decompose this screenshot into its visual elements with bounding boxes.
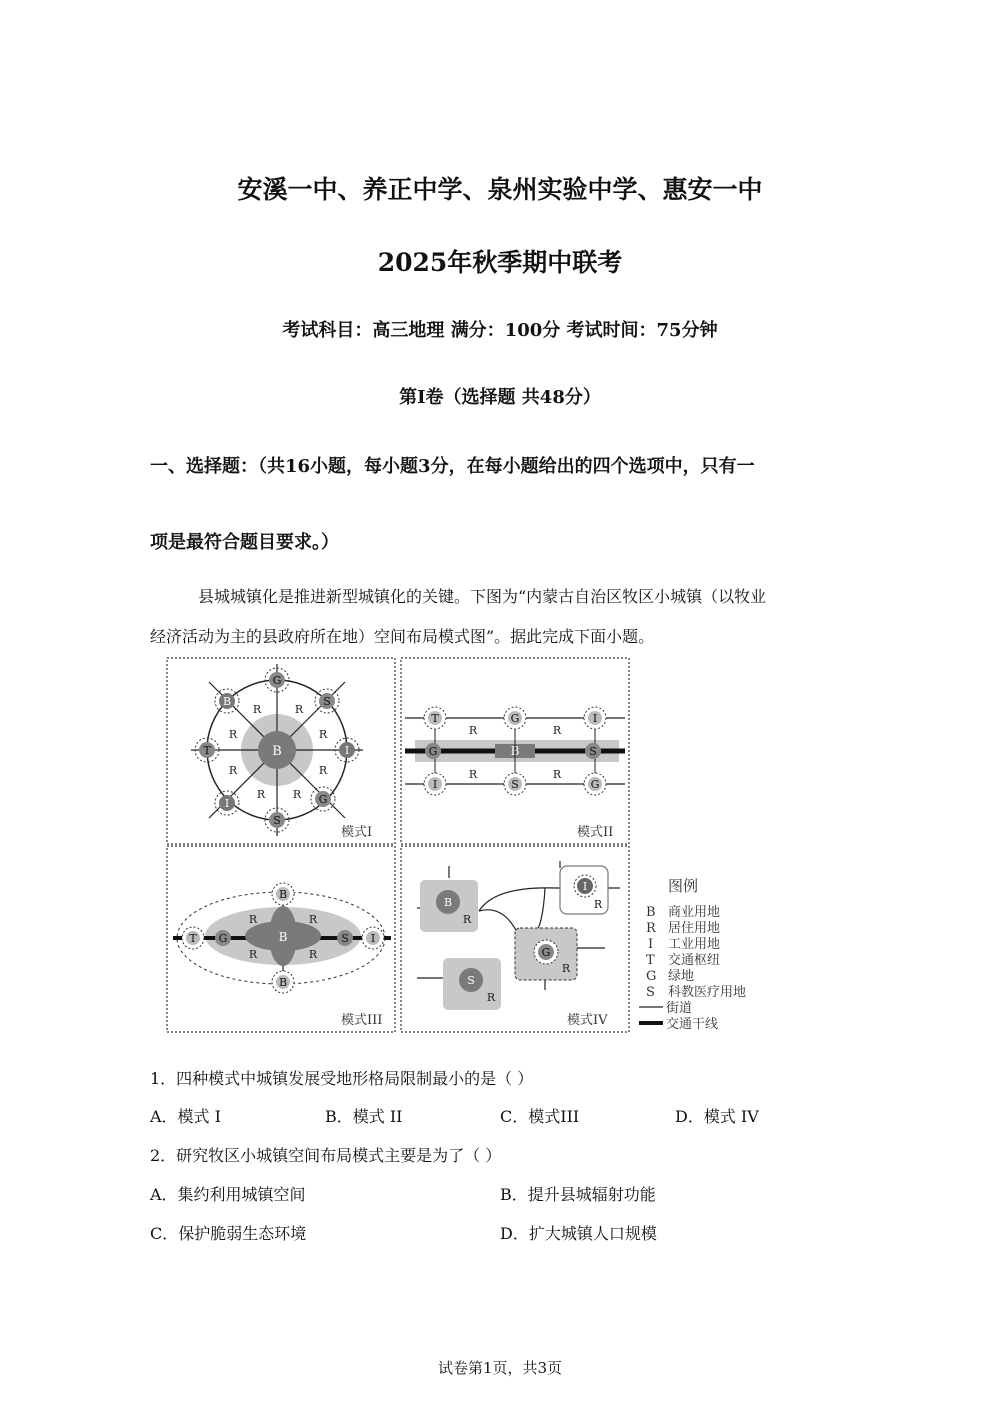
panel-label-1: 模式I	[341, 825, 373, 840]
svg-text:B: B	[278, 930, 288, 944]
mode-3-diagram	[173, 883, 391, 1028]
school-names: 安溪一中、养正中学、泉州实验中学、惠安一中	[237, 175, 763, 204]
svg-text:R: R	[318, 764, 328, 777]
svg-text:交通枢纽: 交通枢纽	[668, 953, 721, 968]
svg-text:S: S	[646, 985, 655, 1000]
question-1-stem: 1．四种模式中城镇发展受地形格局限制最小的是（ ）	[150, 1069, 534, 1088]
svg-text:R: R	[486, 991, 496, 1004]
svg-text:I: I	[224, 797, 230, 810]
svg-text:G: G	[218, 932, 228, 945]
passage-line2: 经济活动为主的县政府所在地）空间布局模式图”。据此完成下面小题。	[150, 627, 655, 646]
svg-text:I: I	[344, 744, 350, 757]
panel-label-3: 模式III	[341, 1013, 383, 1028]
question-2-stem: 2．研究牧区小城镇空间布局模式主要是为了（ ）	[150, 1146, 502, 1165]
svg-text:R: R	[561, 962, 571, 975]
svg-text:I: I	[592, 712, 598, 725]
svg-text:S: S	[467, 974, 475, 987]
svg-text:G: G	[646, 969, 657, 984]
svg-text:R: R	[552, 724, 562, 737]
svg-text:R: R	[248, 948, 258, 961]
svg-text:T: T	[646, 953, 655, 968]
svg-text:R: R	[462, 913, 472, 926]
svg-text:R: R	[552, 768, 562, 781]
question-1-option-b: B．模式 II	[325, 1107, 403, 1126]
svg-text:工业用地: 工业用地	[668, 937, 721, 952]
svg-text:R: R	[228, 764, 238, 777]
svg-text:R: R	[308, 913, 318, 926]
svg-text:B: B	[443, 896, 453, 909]
mode-2-diagram	[405, 707, 625, 840]
svg-text:I: I	[370, 932, 376, 945]
svg-text:B: B	[278, 888, 288, 901]
passage-line1: 县城城镇化是推进新型城镇化的关键。下图为“内蒙古自治区牧区小城镇（以牧业	[198, 587, 767, 606]
svg-text:G: G	[318, 793, 328, 806]
panel-label-2: 模式II	[577, 825, 614, 840]
svg-text:B: B	[272, 744, 282, 759]
legend-title: 图例	[668, 877, 699, 895]
svg-text:绿地: 绿地	[668, 969, 695, 984]
svg-text:G: G	[272, 674, 282, 687]
mode-1-diagram	[191, 664, 372, 840]
svg-text:R: R	[593, 898, 603, 911]
exam-title: 2025年秋季期中联考	[377, 248, 623, 277]
svg-text:B: B	[510, 744, 520, 758]
legend	[639, 877, 746, 1032]
svg-text:G: G	[510, 712, 520, 725]
svg-text:S: S	[589, 745, 597, 758]
svg-text:街道: 街道	[666, 1001, 693, 1016]
svg-text:S: S	[341, 932, 349, 945]
svg-text:R: R	[468, 768, 478, 781]
svg-text:S: S	[323, 695, 331, 708]
svg-text:I: I	[648, 937, 654, 952]
question-2-option-b: B．提升县城辐射功能	[500, 1185, 656, 1204]
svg-text:T: T	[203, 744, 211, 757]
svg-text:B: B	[278, 976, 288, 989]
svg-text:科教医疗用地: 科教医疗用地	[668, 985, 747, 1000]
svg-text:I: I	[432, 778, 438, 791]
volume-title: 第I卷（选择题 共48分）	[399, 387, 601, 408]
svg-text:R: R	[646, 921, 656, 936]
svg-text:R: R	[468, 724, 478, 737]
section-title-line1: 一、选择题：（共16小题，每小题3分，在每小题给出的四个选项中，只有一	[150, 456, 755, 477]
section-title-line2: 项是最符合题目要求。）	[150, 532, 339, 553]
panel-label-4: 模式IV	[567, 1013, 608, 1028]
exam-info: 考试科目：高三地理 满分：100分 考试时间：75分钟	[282, 320, 718, 341]
svg-text:R: R	[252, 703, 262, 716]
svg-text:B: B	[222, 695, 232, 708]
svg-text:R: R	[318, 728, 328, 741]
question-1-option-a: A．模式 I	[150, 1107, 221, 1126]
svg-text:G: G	[428, 745, 438, 758]
question-1-option-c: C．模式III	[500, 1107, 580, 1126]
svg-text:商业用地: 商业用地	[668, 905, 721, 920]
svg-text:R: R	[248, 913, 258, 926]
svg-text:R: R	[308, 948, 318, 961]
question-2-option-c: C．保护脆弱生态环境	[150, 1224, 307, 1243]
page-footer: 试卷第1页，共3页	[437, 1359, 563, 1377]
svg-text:T: T	[431, 712, 439, 725]
svg-text:G: G	[541, 946, 551, 959]
svg-text:I: I	[582, 880, 588, 893]
mode-4-diagram	[417, 861, 620, 1028]
svg-text:R: R	[256, 788, 266, 801]
svg-text:R: R	[294, 703, 304, 716]
question-2-option-a: A．集约利用城镇空间	[150, 1185, 306, 1204]
svg-text:R: R	[292, 788, 302, 801]
svg-text:交通干线: 交通干线	[666, 1017, 719, 1032]
question-2-option-d: D．扩大城镇人口规模	[500, 1224, 657, 1243]
svg-text:居住用地: 居住用地	[668, 921, 721, 936]
question-1-option-d: D．模式 IV	[675, 1107, 759, 1126]
svg-text:G: G	[590, 778, 600, 791]
town-layout-figure	[165, 656, 765, 1036]
svg-text:S: S	[273, 814, 281, 827]
svg-text:R: R	[228, 728, 238, 741]
svg-text:T: T	[189, 932, 197, 945]
svg-text:B: B	[646, 905, 656, 920]
svg-text:S: S	[511, 778, 519, 791]
